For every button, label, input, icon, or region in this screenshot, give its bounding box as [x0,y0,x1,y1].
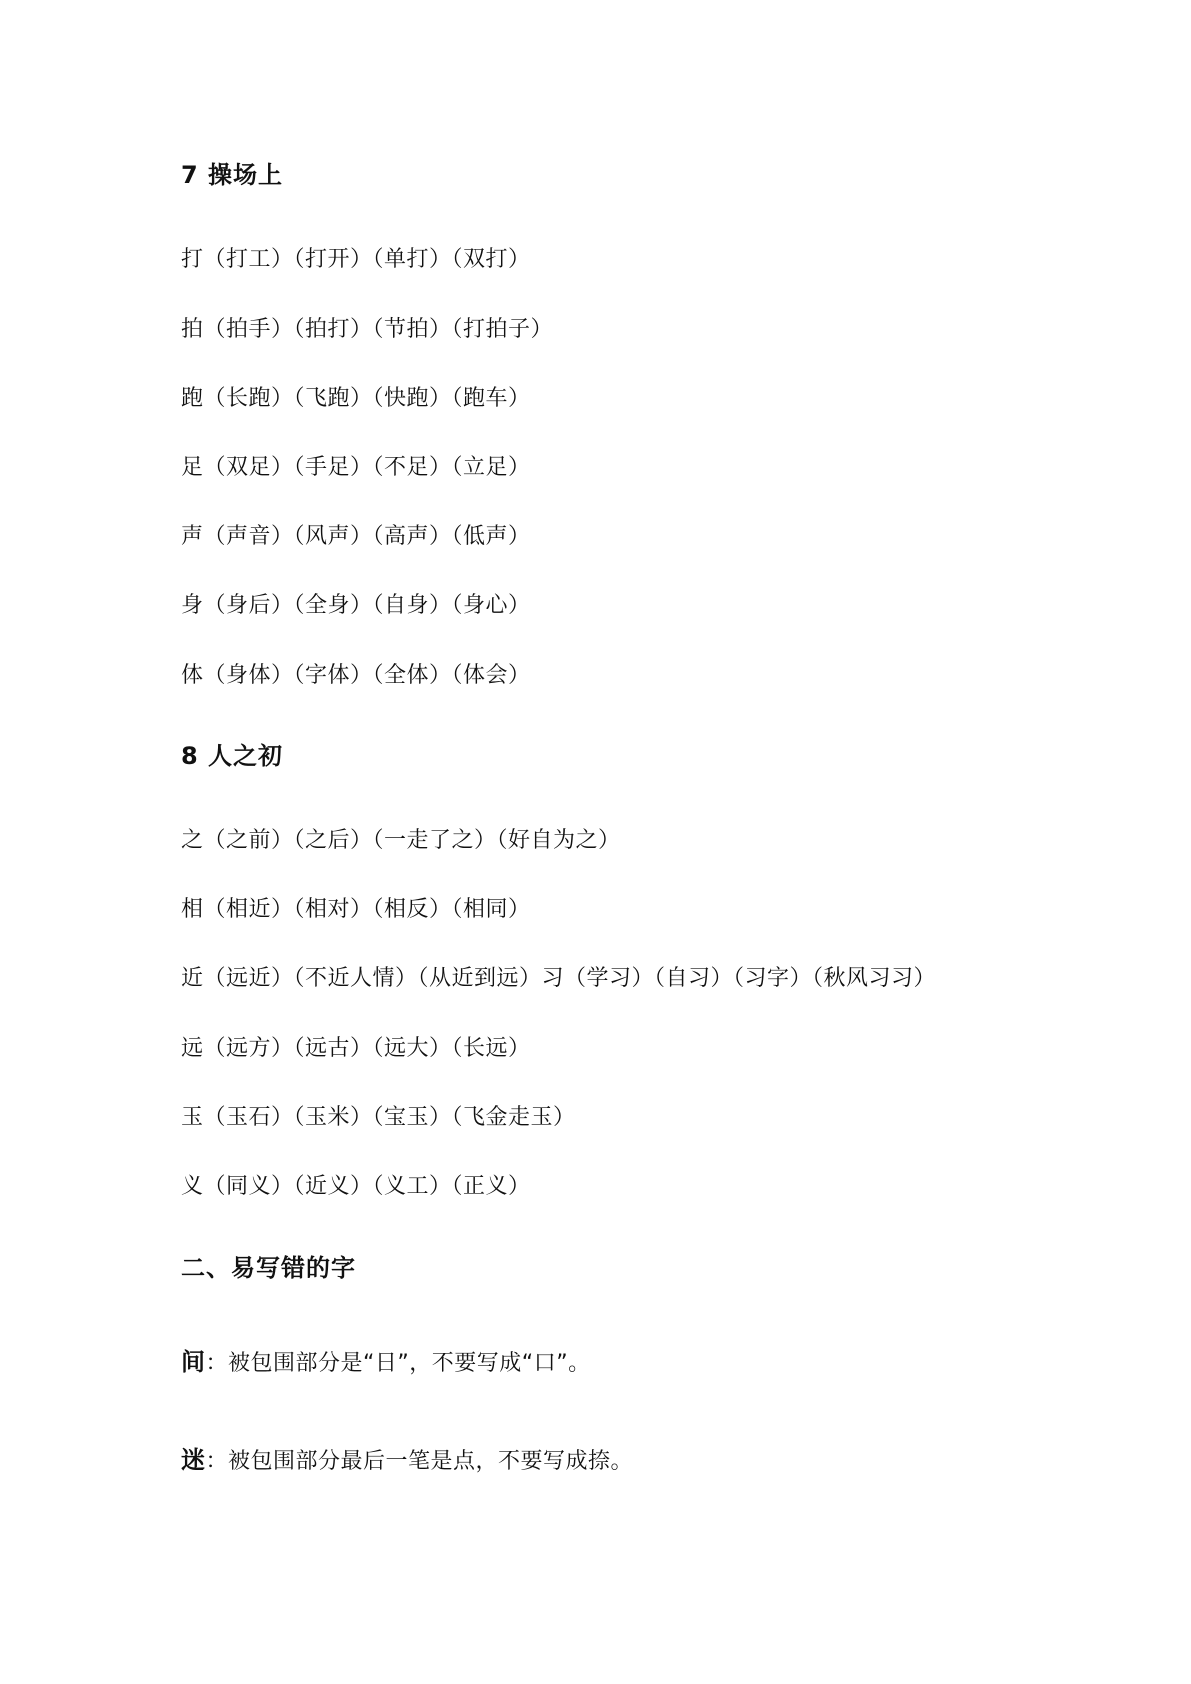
error-note [181,1446,633,1476]
note-character: 迷 [181,1446,206,1474]
section-errors-title: 二、易写错的字 [181,1254,356,1282]
word-line: 远（远方）（远古）（远大）（长远） [181,1036,531,1061]
section-8-title: 8 人之初 [181,742,284,770]
word-line: 拍（拍手）（拍打）（节拍）（打拍子） [181,317,554,342]
word-line: 相（相近）（相对）（相反）（相同） [181,897,531,922]
word-line: 身（身后）（全身）（自身）（身心） [181,593,531,618]
note-text: ：被包围部分最后一笔是点，不要写成捺。 [205,1449,634,1474]
word-line: 玉（玉石）（玉米）（宝玉）（飞金走玉） [181,1105,576,1130]
error-note [181,1348,591,1378]
note-character: 间 [181,1348,206,1376]
word-line: 声（声音）（风声）（高声）（低声） [181,524,531,549]
word-line: 体（身体）（字体）（全体）（体会） [181,663,531,688]
word-line: 义（同义）（近义）（义工）（正义） [181,1174,531,1199]
word-line: 跑（长跑）（飞跑）（快跑）（跑车） [181,386,531,411]
word-line: 足（双足）（手足）（不足）（立足） [181,455,531,480]
word-line: 近（远近）（不近人情）（从近到远）习（学习）（自习）（习字）（秋风习习） [181,966,937,991]
word-line: 打（打工）（打开）（单打）（双打） [181,247,531,272]
section-7-title: 7 操场上 [181,161,284,189]
note-text: ：被包围部分是“日”，不要写成“口”。 [205,1351,591,1376]
word-line: 之（之前）（之后）（一走了之）（好自为之） [181,828,621,853]
